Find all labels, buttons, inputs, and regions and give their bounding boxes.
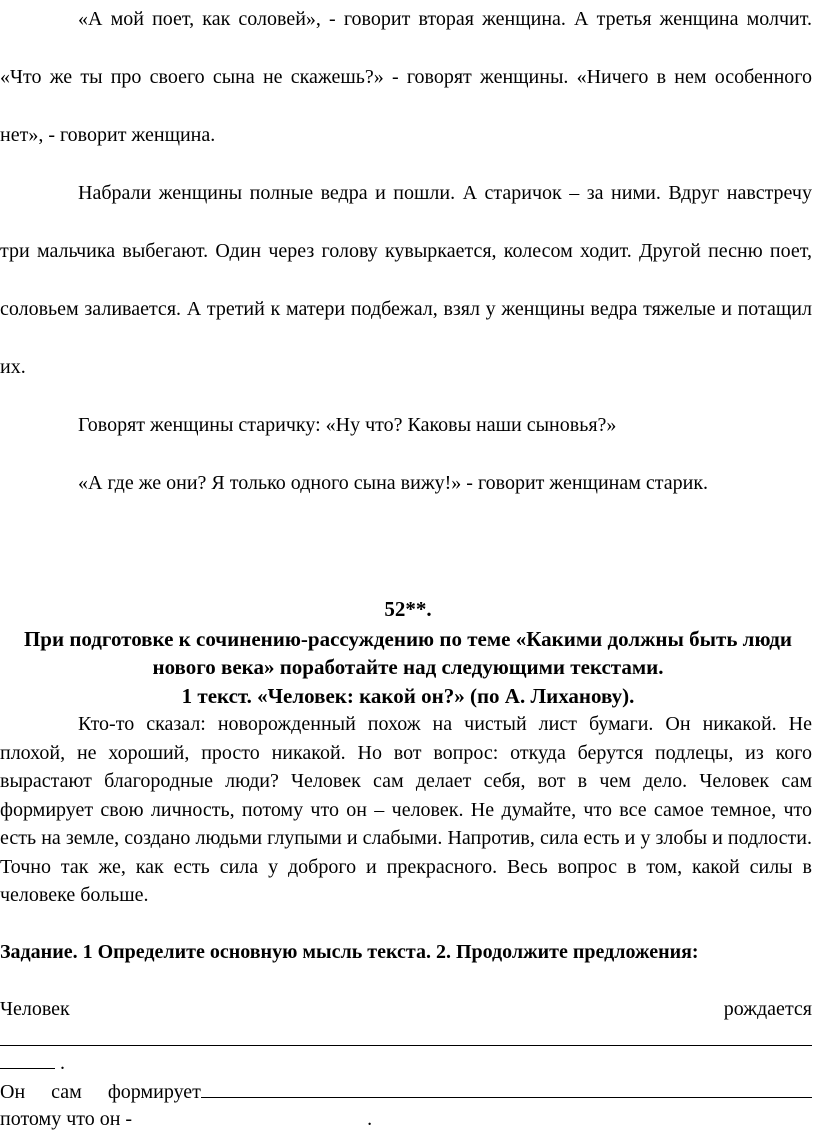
text1-body: Кто-то сказал: новорожденный похож на чистый лист бумаги. Он никакой. Не плохой, не хороший, просто никакой. Но вот вопрос: откуда берутся подлецы, из кого вырастают благородные люди? Человек сам делает себя, вот в чем дело. Человек сам формирует свою личность, потому что он – человек. Не думайте, что все самое темное, что есть на земле, создано людьми глупыми и слабыми. Напротив, сила есть и у злобы и подлости. Точно так же, как есть сила у доброго и прекрасного. Весь вопрос в том, какой силы в человеке больше. [0,713,812,906]
story-paragraph: «А мой поет, как соловей», - говорит вторая женщина. А третья женщина молчит. «Что же ты про своего сына не скажешь?» - говорят женщины. «Ничего в нем особенного нет», - говорит женщина. [0,8,812,146]
answer-line-forms[interactable] [201,1077,812,1098]
exercise-number: 52**. [384,597,432,621]
text1-section [0,710,812,910]
fill-line-because [0,1105,812,1133]
fill-line-start: Человек [0,998,70,1020]
story-paragraph: Говорят женщины старичку: «Ну что? Каковы наши сыновья?» [78,414,617,436]
fill-word: сам [51,1081,82,1103]
answer-line[interactable] [0,1045,812,1046]
fill-word: Он [0,1081,26,1103]
story-paragraph: Набрали женщины полные ведра и пошли. А старичок – за ними. Вдруг навстречу три мальчика выбегают. Один через голову кувыркается, колесом ходит. Другой песню поет, соловьем заливается. А третий к матери подбежал, взял у женщины ведра тяжелые и потащил их. [0,182,812,378]
story-paragraph: «А где же они? Я только одного сына вижу!» - говорит женщинам старик. [78,472,709,494]
fill-line-end: . [367,1108,373,1130]
fill-line-end: рождается [723,998,812,1020]
fill-line-born [0,995,812,1023]
task-instructions: Задание. 1 Определите основную мысль текста. 2. Продолжите предложения: [0,941,699,963]
fill-line-short [0,1048,812,1077]
fill-line-forms [0,1077,812,1106]
fill-word: формирует [107,1081,201,1103]
story-section [0,0,812,512]
fill-line-period: . [60,1052,65,1074]
exercise-title: При подготовке к сочинению-рассуждению по теме «Какими должны быть люди нового века» поработайте над следующими текстами. [23,627,793,679]
text1-heading: 1 текст. «Человек: какой он?» (по А. Лиханову). [181,684,635,708]
answer-line-short[interactable] [0,1048,55,1069]
fill-line-start: потому что он - [0,1108,133,1130]
